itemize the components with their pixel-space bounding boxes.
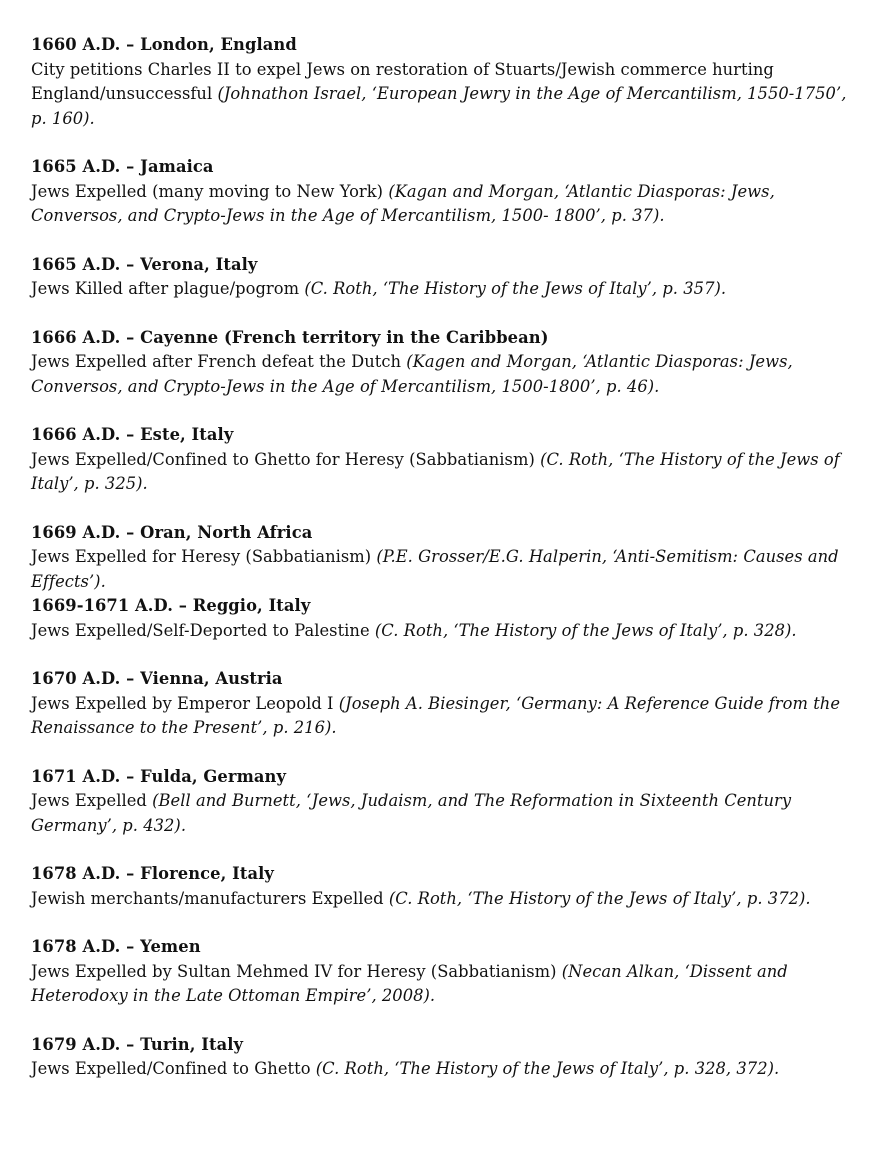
entry-citation: (C. Roth, ‘The History of the Jews of Italy’, p. 372). bbox=[388, 888, 811, 908]
entry-text: Jews Killed after plague/pogrom bbox=[31, 279, 305, 298]
entry-heading: 1669 A.D. – Oran, North Africa bbox=[31, 522, 313, 542]
entry-text: Jews Expelled for Heresy (Sabbatianism) bbox=[31, 547, 377, 566]
entry-heading: 1670 A.D. – Vienna, Austria bbox=[31, 669, 283, 688]
entry-body bbox=[31, 180, 866, 229]
entry-text: Jewish merchants/manufacturers Expelled bbox=[31, 888, 389, 908]
entry-1666-cayenne bbox=[31, 326, 866, 400]
entry-text: City petitions Charles II to expel Jews on restoration of Stuarts/Jewish commerce hurting England/unsuccessful bbox=[31, 59, 774, 103]
entry-1670-vienna bbox=[31, 667, 866, 741]
entry-heading: 1666 A.D. – Este, Italy bbox=[31, 425, 234, 444]
entry-text: Jews Expelled bbox=[31, 791, 153, 810]
entry-citation: (Johnathon Israel, ‘European Jewry in the Age of Mercantilism, 1550-1750’, p. 160). bbox=[31, 84, 847, 128]
entry-citation: (C. Roth, ‘The History of the Jews of Italy’, p. 328). bbox=[374, 620, 797, 640]
entry-body bbox=[31, 619, 866, 644]
entry-heading: 1671 A.D. – Fulda, Germany bbox=[31, 766, 287, 786]
entry-text: Jews Expelled/Confined to Ghetto for Heresy (Sabbatianism) bbox=[31, 449, 541, 469]
entry-citation: (Kagan and Morgan, ‘Atlantic Diasporas: Jews, Conversos, and Crypto-Jews in the Age of Mercantilism, 1500- 1800’, p. 37). bbox=[31, 181, 775, 225]
entry-1679-turin bbox=[31, 1033, 866, 1082]
entry-heading: 1665 A.D. – Verona, Italy bbox=[31, 254, 258, 274]
entry-1678-yemen bbox=[31, 935, 866, 1009]
entry-heading: 1666 A.D. – Cayenne (French territory in the Caribbean) bbox=[31, 327, 549, 347]
entry-citation: (Bell and Burnett, ‘Jews, Judaism, and The Reformation in Sixteenth Century Germany’, p. 432). bbox=[31, 791, 792, 835]
entry-body bbox=[31, 789, 866, 838]
entry-heading: 1669-1671 A.D. – Reggio, Italy bbox=[31, 596, 311, 615]
entry-heading: 1678 A.D. – Florence, Italy bbox=[31, 864, 274, 883]
entry-1669-oran bbox=[31, 521, 866, 595]
entry-heading: 1665 A.D. – Jamaica bbox=[31, 157, 214, 176]
entry-body bbox=[31, 545, 866, 594]
entry-1660-london bbox=[31, 33, 866, 131]
entry-body bbox=[31, 58, 866, 132]
entry-citation: (Necan Alkan, ‘Dissent and Heterodoxy in the Late Ottoman Empire’, 2008). bbox=[31, 961, 788, 1005]
entry-1665-jamaica bbox=[31, 155, 866, 229]
entry-1671-fulda bbox=[31, 765, 866, 839]
entry-body bbox=[31, 1057, 866, 1082]
entry-body bbox=[31, 887, 866, 912]
entry-citation: (C. Roth, ‘The History of the Jews of Italy’, p. 357). bbox=[304, 279, 727, 298]
entry-text: Jews Expelled after French defeat the Dutch bbox=[31, 352, 407, 371]
entry-heading: 1678 A.D. – Yemen bbox=[31, 937, 201, 956]
entry-1678-florence bbox=[31, 862, 866, 911]
entry-body bbox=[31, 448, 866, 497]
entry-citation: (P.E. Grosser/E.G. Halperin, ‘Anti-Semitism: Causes and Effects’). bbox=[31, 547, 839, 591]
entry-1666-este bbox=[31, 423, 866, 497]
entry-1665-verona bbox=[31, 253, 866, 302]
document-page bbox=[31, 33, 866, 1082]
entry-citation: (Joseph A. Biesinger, ‘Germany: A Reference Guide from the Renaissance to the Present’, p. 216). bbox=[31, 693, 841, 737]
entry-heading: 1660 A.D. – London, England bbox=[31, 35, 297, 54]
entry-body bbox=[31, 960, 866, 1009]
entry-text: Jews Expelled by Emperor Leopold I bbox=[31, 693, 339, 713]
entry-1669-reggio bbox=[31, 594, 866, 643]
entry-text: Jews Expelled/Confined to Ghetto bbox=[31, 1059, 316, 1078]
entry-text: Jews Expelled (many moving to New York) bbox=[31, 181, 389, 201]
entry-citation: (Kagen and Morgan, ‘Atlantic Diasporas: Jews, Conversos, and Crypto-Jews in the Age of Mercantilism, 1500-1800’, p. 46). bbox=[31, 352, 793, 396]
entry-text: Jews Expelled/Self-Deported to Palestine bbox=[31, 620, 375, 640]
entry-text: Jews Expelled by Sultan Mehmed IV for Heresy (Sabbatianism) bbox=[31, 961, 562, 981]
entry-body bbox=[31, 350, 866, 399]
entry-citation: (C. Roth, ‘The History of the Jews of Italy’, p. 325). bbox=[31, 449, 840, 493]
entry-body bbox=[31, 692, 866, 741]
entry-heading: 1679 A.D. – Turin, Italy bbox=[31, 1034, 244, 1054]
entry-body bbox=[31, 277, 866, 302]
entry-citation: (C. Roth, ‘The History of the Jews of Italy’, p. 328, 372). bbox=[315, 1059, 780, 1078]
